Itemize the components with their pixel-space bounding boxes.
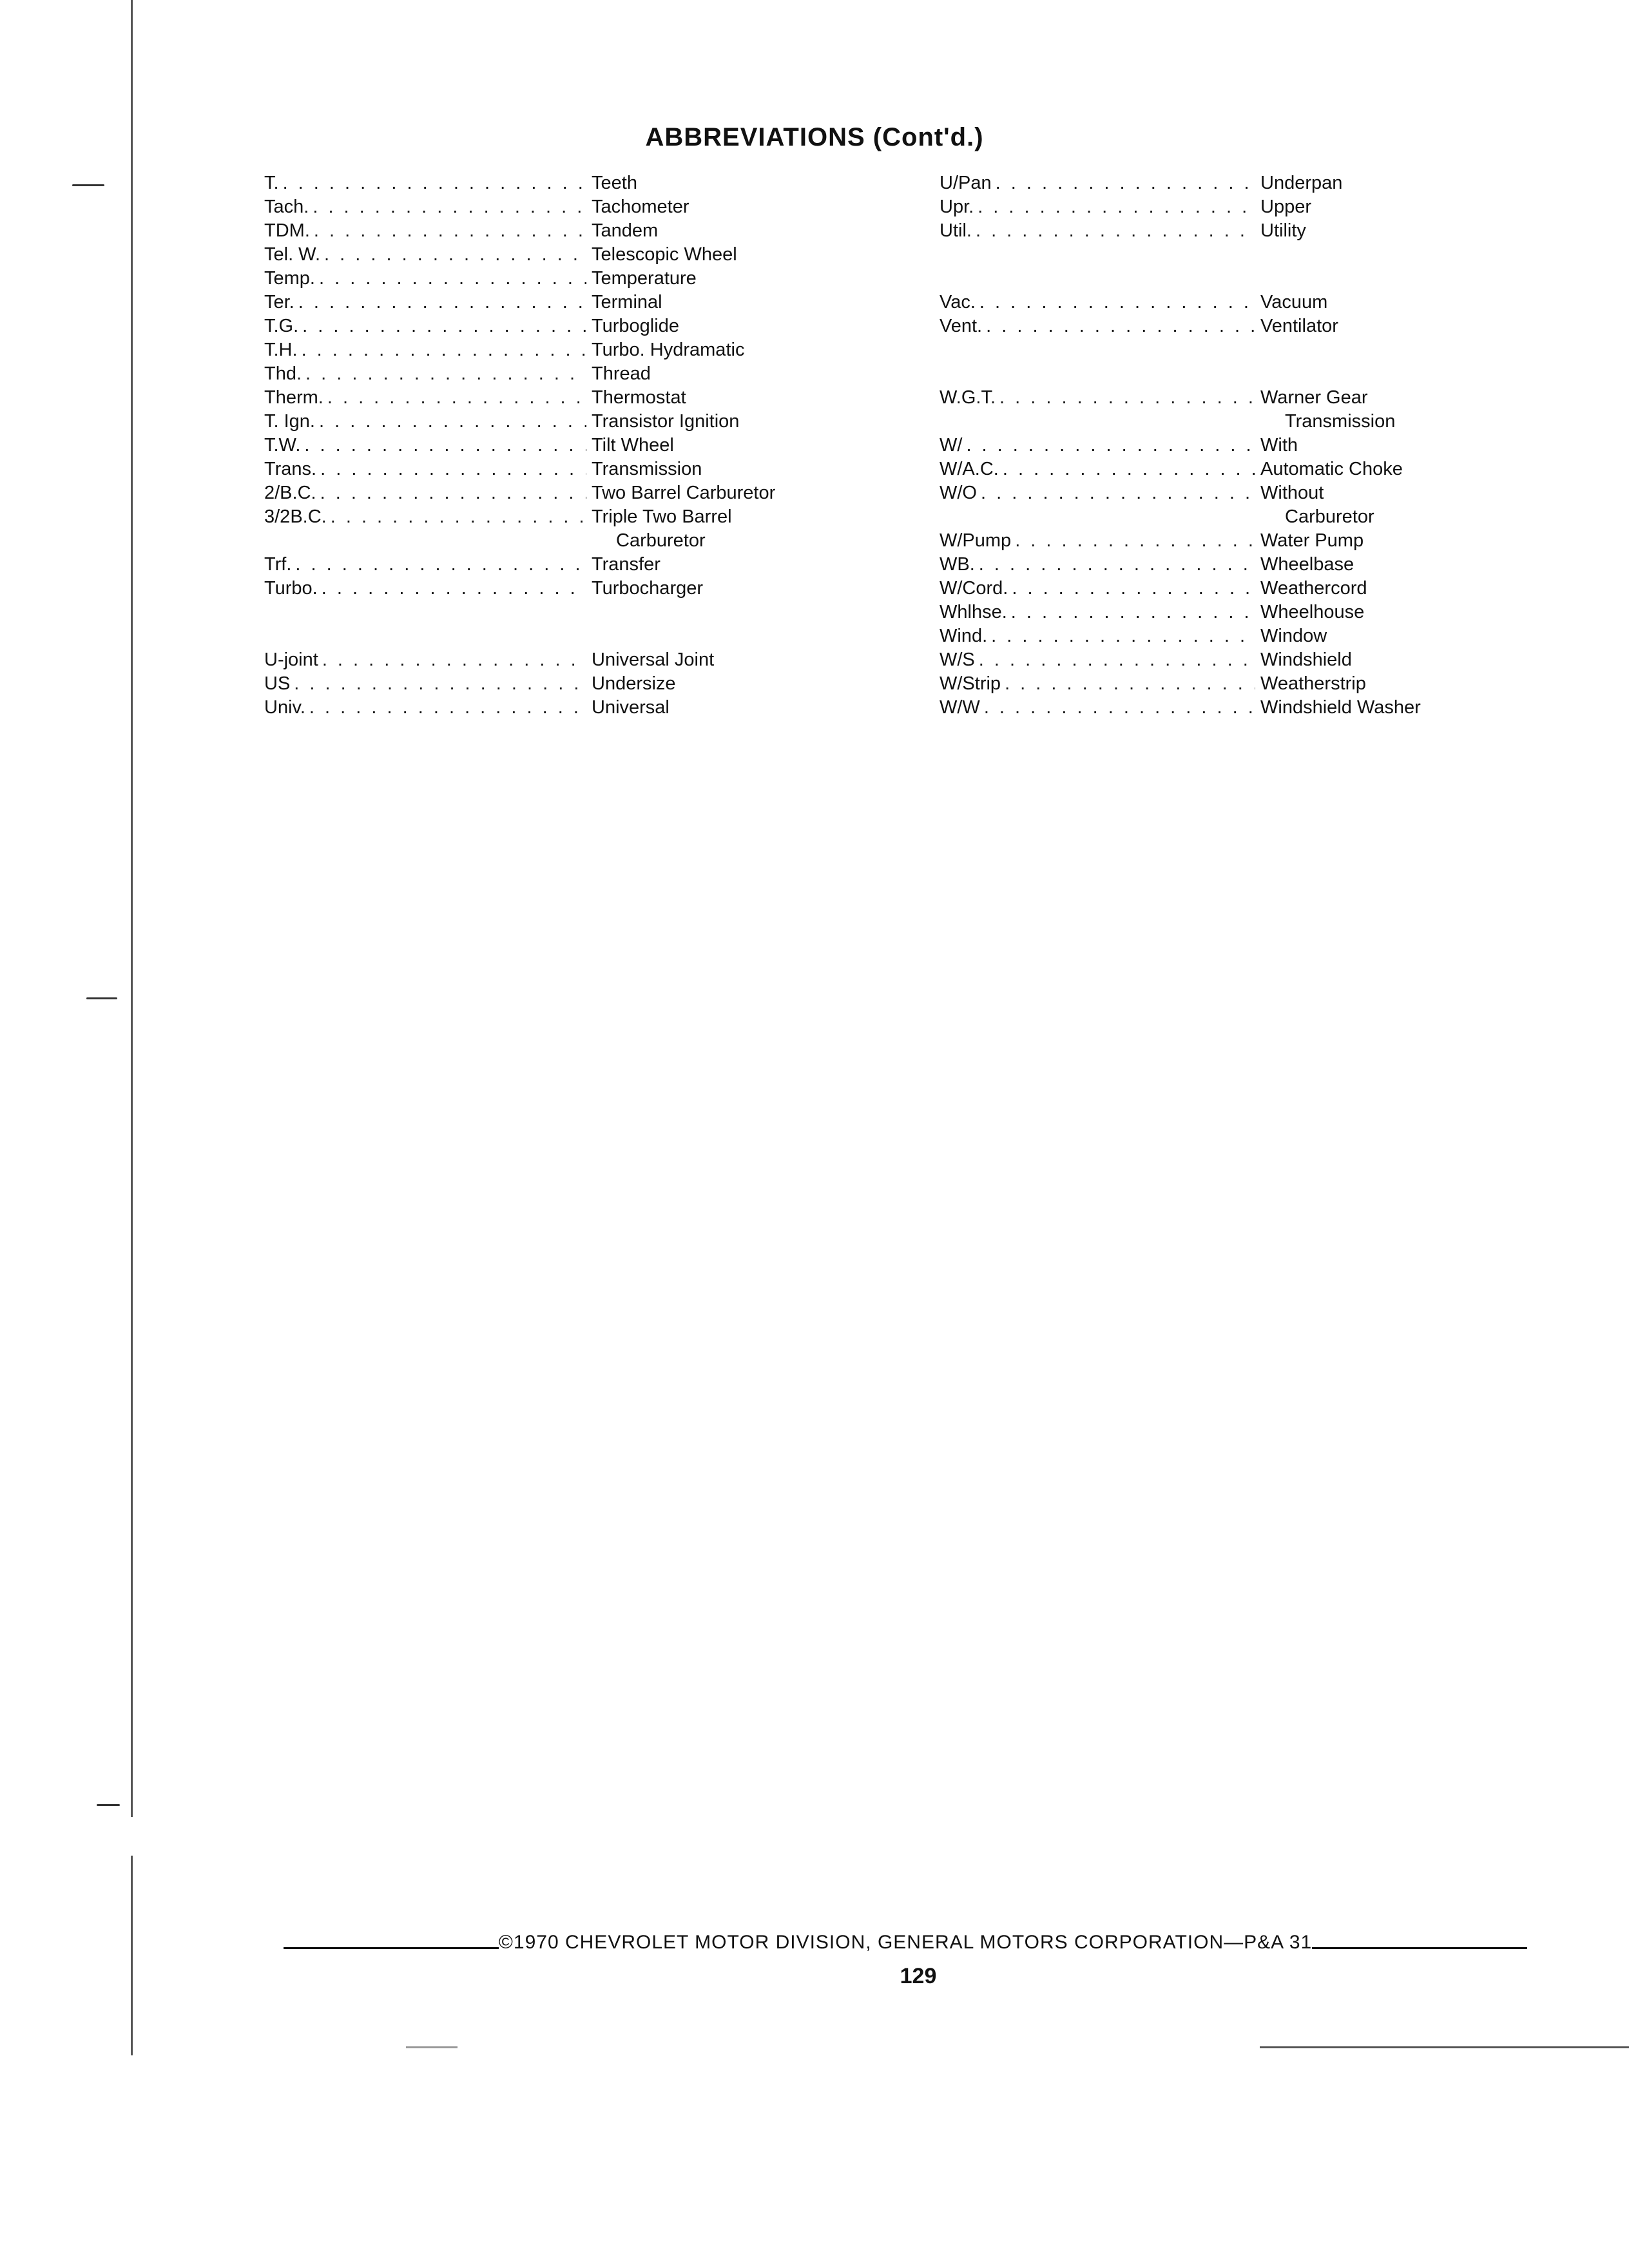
list-item xyxy=(940,219,1421,243)
meaning: Underpan xyxy=(1260,173,1343,193)
meaning: Vacuum xyxy=(1260,292,1328,312)
list-item xyxy=(264,291,775,314)
abbreviation: Thd. xyxy=(264,363,302,384)
dot-leader xyxy=(300,434,586,457)
abbreviation: W/W xyxy=(940,697,980,718)
abbreviation: W/Pump xyxy=(940,530,1012,551)
group-spacer xyxy=(264,601,775,648)
abbreviation: Therm. xyxy=(264,387,323,408)
meaning: Automatic Choke xyxy=(1260,459,1403,479)
abbreviation: U-joint xyxy=(264,649,318,670)
list-item xyxy=(940,457,1421,481)
meaning xyxy=(1255,386,1395,434)
dot-leader xyxy=(318,577,586,601)
abbreviation: US xyxy=(264,673,291,694)
dot-leader xyxy=(316,457,586,481)
meaning: Tilt Wheel xyxy=(592,435,674,456)
list-item xyxy=(264,505,775,553)
abbreviation: Tach. xyxy=(264,197,309,217)
dot-leader xyxy=(298,314,586,338)
abbreviation: Vent. xyxy=(940,316,983,336)
list-item xyxy=(940,171,1421,195)
abbreviation: T.H. xyxy=(264,340,298,360)
meaning-line: Triple Two Barrel xyxy=(592,506,732,527)
dot-leader xyxy=(1008,577,1255,601)
list-item xyxy=(264,338,775,362)
dot-leader xyxy=(323,386,586,410)
dot-leader xyxy=(999,457,1255,481)
meaning: Teeth xyxy=(592,173,637,193)
meaning xyxy=(1255,481,1374,529)
dot-leader xyxy=(315,410,586,434)
page-title: ABBREVIATIONS (Cont'd.) xyxy=(645,122,984,151)
abbreviation: W/ xyxy=(940,435,963,456)
dot-leader xyxy=(996,386,1255,410)
abbreviation: Vac. xyxy=(940,292,976,312)
dot-leader xyxy=(980,696,1255,720)
meaning: Undersize xyxy=(592,673,676,694)
abbreviation-list-left xyxy=(264,171,775,720)
list-item xyxy=(264,434,775,457)
abbreviation: 2/B.C. xyxy=(264,483,316,503)
footer xyxy=(284,1932,1527,1954)
list-item xyxy=(940,577,1421,601)
meaning: Transistor Ignition xyxy=(592,411,740,432)
list-item xyxy=(264,362,775,386)
list-item xyxy=(940,434,1421,457)
abbreviation: Turbo. xyxy=(264,578,318,599)
dot-leader xyxy=(298,338,586,362)
group-spacer xyxy=(940,338,1421,386)
list-item xyxy=(940,696,1421,720)
list-item xyxy=(264,672,775,696)
dot-leader xyxy=(1007,601,1255,624)
dot-leader xyxy=(976,291,1255,314)
abbreviation: T. xyxy=(264,173,279,193)
abbreviation: Tel. W. xyxy=(264,244,321,265)
meaning: Telescopic Wheel xyxy=(592,244,737,265)
list-item xyxy=(264,171,775,195)
binding-line xyxy=(131,1856,133,2055)
abbreviation-list-right xyxy=(940,171,1421,720)
list-item xyxy=(940,314,1421,338)
page-number: 129 xyxy=(900,1964,937,1988)
abbreviation: 3/2B.C. xyxy=(264,506,327,527)
list-item xyxy=(264,457,775,481)
abbreviation: Trans. xyxy=(264,459,317,479)
abbreviation: WB. xyxy=(940,554,975,575)
abbreviation: Trf. xyxy=(264,554,292,575)
meaning: Temperature xyxy=(592,268,697,289)
abbreviation: Temp. xyxy=(264,268,315,289)
meaning: Turbocharger xyxy=(592,578,704,599)
footer-copyright: ©1970 CHEVROLET MOTOR DIVISION, GENERAL MOTORS CORPORATION—P&A 31 xyxy=(498,1932,1313,1953)
list-item xyxy=(264,553,775,577)
list-item xyxy=(940,624,1421,648)
meaning xyxy=(586,505,732,553)
meaning: Wheelhouse xyxy=(1260,602,1365,622)
dot-leader xyxy=(962,434,1255,457)
dot-leader xyxy=(305,696,586,720)
abbreviation: U/Pan xyxy=(940,173,992,193)
list-item xyxy=(264,314,775,338)
meaning-continuation: Carburetor xyxy=(616,530,706,551)
meaning: Turbo. Hydramatic xyxy=(592,340,745,360)
dot-leader xyxy=(972,219,1255,243)
dot-leader xyxy=(975,648,1255,672)
list-item xyxy=(264,243,775,267)
footer-rule-right xyxy=(1312,1947,1527,1949)
abbreviation: Whlhse. xyxy=(940,602,1007,622)
dot-leader xyxy=(1011,529,1255,553)
list-item xyxy=(940,481,1421,529)
list-item xyxy=(264,577,775,601)
dot-leader xyxy=(290,672,586,696)
list-item xyxy=(264,195,775,219)
abbreviation: Ter. xyxy=(264,292,294,312)
abbreviation: T.W. xyxy=(264,435,301,456)
meaning: Transfer xyxy=(592,554,660,575)
dot-leader xyxy=(318,648,586,672)
list-item xyxy=(940,195,1421,219)
meaning: Utility xyxy=(1260,220,1306,241)
meaning: Weathercord xyxy=(1260,578,1367,599)
dot-leader xyxy=(982,314,1255,338)
meaning: Thermostat xyxy=(592,387,686,408)
list-item xyxy=(940,672,1421,696)
meaning: Transmission xyxy=(592,459,702,479)
meaning: Wheelbase xyxy=(1260,554,1354,575)
meaning: Water Pump xyxy=(1260,530,1364,551)
list-item xyxy=(940,648,1421,672)
group-spacer xyxy=(940,243,1421,291)
abbreviation: TDM. xyxy=(264,220,310,241)
list-item xyxy=(940,553,1421,577)
abbreviation: Univ. xyxy=(264,697,305,718)
list-item xyxy=(264,386,775,410)
dot-leader xyxy=(992,171,1255,195)
abbreviation: W/Cord. xyxy=(940,578,1008,599)
meaning: Terminal xyxy=(592,292,662,312)
list-item xyxy=(940,601,1421,624)
dot-leader xyxy=(987,624,1255,648)
footer-rule-left xyxy=(284,1947,499,1949)
list-item xyxy=(264,219,775,243)
list-item xyxy=(264,267,775,291)
abbreviation: W.G.T. xyxy=(940,387,996,408)
meaning: Ventilator xyxy=(1260,316,1338,336)
abbreviation: T.G. xyxy=(264,316,299,336)
meaning-continuation: Carburetor xyxy=(1285,506,1374,527)
meaning: Upper xyxy=(1260,197,1311,217)
meaning: Universal Joint xyxy=(592,649,715,670)
list-item xyxy=(940,529,1421,553)
list-item xyxy=(264,648,775,672)
dot-leader xyxy=(309,195,586,219)
abbreviation: W/Strip xyxy=(940,673,1001,694)
dot-leader xyxy=(310,219,586,243)
dot-leader xyxy=(291,553,586,577)
meaning: Tandem xyxy=(592,220,659,241)
abbreviation: Util. xyxy=(940,220,972,241)
list-item xyxy=(940,291,1421,314)
abbreviation: T. Ign. xyxy=(264,411,315,432)
dot-leader xyxy=(977,481,1255,505)
meaning-continuation: Transmission xyxy=(1285,411,1396,432)
dot-leader xyxy=(315,267,586,291)
meaning: Turboglide xyxy=(592,316,679,336)
dot-leader xyxy=(974,195,1255,219)
abbreviation: W/A.C. xyxy=(940,459,999,479)
dot-leader xyxy=(316,481,586,505)
list-item xyxy=(940,386,1421,434)
meaning: Window xyxy=(1260,626,1327,646)
scan-rule xyxy=(1260,2046,1629,2048)
dot-leader xyxy=(279,171,586,195)
meaning: Two Barrel Carburetor xyxy=(592,483,776,503)
list-item xyxy=(264,696,775,720)
abbreviation: W/O xyxy=(940,483,977,503)
dot-leader xyxy=(327,505,586,529)
abbreviation: Wind. xyxy=(940,626,988,646)
abbreviation: W/S xyxy=(940,649,975,670)
meaning: Thread xyxy=(592,363,651,384)
scan-rule xyxy=(406,2046,458,2048)
meaning: Weatherstrip xyxy=(1260,673,1366,694)
binding-line xyxy=(131,0,133,1817)
meaning: With xyxy=(1260,435,1298,456)
meaning: Windshield xyxy=(1260,649,1352,670)
dot-leader xyxy=(975,553,1255,577)
meaning: Universal xyxy=(592,697,670,718)
meaning-line: Without xyxy=(1260,483,1324,503)
list-item xyxy=(264,410,775,434)
meaning: Tachometer xyxy=(592,197,689,217)
dot-leader xyxy=(1001,672,1255,696)
margin-tick xyxy=(97,1804,120,1806)
dot-leader xyxy=(294,291,586,314)
list-item xyxy=(264,481,775,505)
margin-tick xyxy=(72,184,104,186)
meaning-line: Warner Gear xyxy=(1260,387,1368,408)
meaning: Windshield Washer xyxy=(1260,697,1421,718)
dot-leader xyxy=(302,362,586,386)
abbreviation: Upr. xyxy=(940,197,974,217)
dot-leader xyxy=(320,243,586,267)
margin-tick xyxy=(86,997,117,999)
